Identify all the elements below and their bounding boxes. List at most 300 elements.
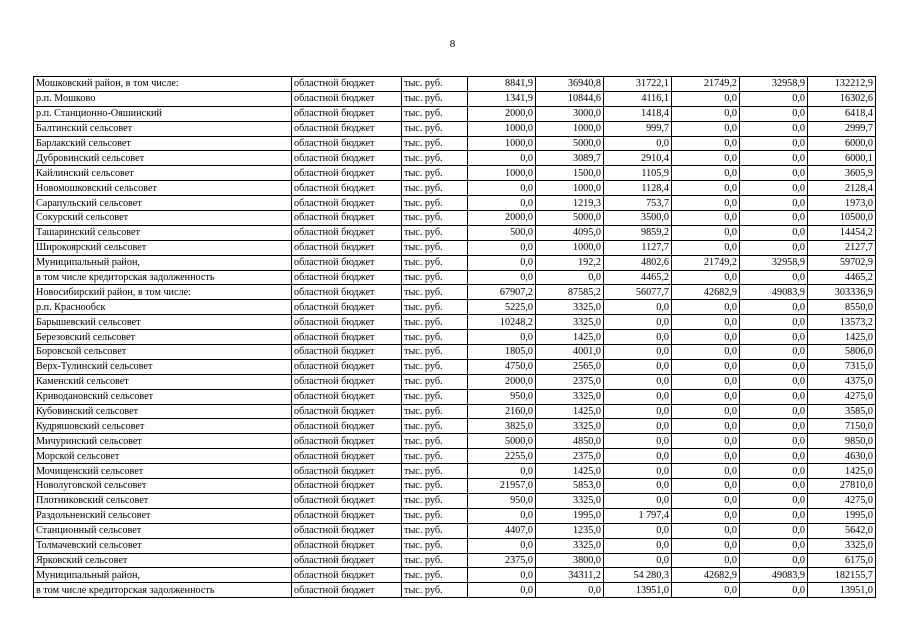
cell-value: 0,0 xyxy=(740,211,808,226)
cell-value: 1425,0 xyxy=(536,404,604,419)
cell-value: 0,0 xyxy=(672,196,740,211)
cell-value: 2000,0 xyxy=(468,106,536,121)
cell-value: 0,0 xyxy=(740,240,808,255)
cell-total: 1425,0 xyxy=(808,464,876,479)
cell-unit: тыс. руб. xyxy=(402,493,468,508)
cell-total: 303336,9 xyxy=(808,285,876,300)
cell-unit: тыс. руб. xyxy=(402,538,468,553)
cell-total: 3585,0 xyxy=(808,404,876,419)
cell-budget-source: областной бюджет xyxy=(292,77,402,92)
cell-value: 0,0 xyxy=(468,568,536,583)
cell-value: 0,0 xyxy=(468,240,536,255)
cell-territory: Кайлинский сельсовет xyxy=(34,166,292,181)
cell-value: 0,0 xyxy=(672,404,740,419)
cell-value: 0,0 xyxy=(468,181,536,196)
cell-value: 0,0 xyxy=(672,181,740,196)
table-row xyxy=(34,493,876,508)
cell-budget-source: областной бюджет xyxy=(292,211,402,226)
cell-unit: тыс. руб. xyxy=(402,315,468,330)
cell-budget-source: областной бюджет xyxy=(292,359,402,374)
cell-total: 7150,0 xyxy=(808,419,876,434)
cell-budget-source: областной бюджет xyxy=(292,434,402,449)
cell-value: 4750,0 xyxy=(468,359,536,374)
cell-value: 0,0 xyxy=(672,106,740,121)
cell-budget-source: областной бюджет xyxy=(292,121,402,136)
cell-value: 0,0 xyxy=(740,106,808,121)
table-row xyxy=(34,345,876,360)
table-row xyxy=(34,508,876,523)
cell-value: 0,0 xyxy=(740,374,808,389)
cell-value: 67907,2 xyxy=(468,285,536,300)
cell-unit: тыс. руб. xyxy=(402,151,468,166)
cell-value: 0,0 xyxy=(536,583,604,598)
cell-total: 16302,6 xyxy=(808,91,876,106)
cell-value: 1341,9 xyxy=(468,91,536,106)
cell-value: 54 280,3 xyxy=(604,568,672,583)
cell-total: 1995,0 xyxy=(808,508,876,523)
cell-value: 1128,4 xyxy=(604,181,672,196)
cell-value: 1219,3 xyxy=(536,196,604,211)
cell-total: 4630,0 xyxy=(808,449,876,464)
cell-total: 4275,0 xyxy=(808,493,876,508)
cell-unit: тыс. руб. xyxy=(402,106,468,121)
cell-total: 2128,4 xyxy=(808,181,876,196)
cell-value: 0,0 xyxy=(672,166,740,181)
cell-value: 2000,0 xyxy=(468,374,536,389)
cell-value: 0,0 xyxy=(604,359,672,374)
cell-unit: тыс. руб. xyxy=(402,240,468,255)
cell-value: 0,0 xyxy=(740,508,808,523)
cell-value: 2565,0 xyxy=(536,359,604,374)
cell-value: 42682,9 xyxy=(672,285,740,300)
cell-unit: тыс. руб. xyxy=(402,225,468,240)
table-row xyxy=(34,568,876,583)
cell-value: 950,0 xyxy=(468,493,536,508)
cell-unit: тыс. руб. xyxy=(402,121,468,136)
cell-value: 0,0 xyxy=(604,315,672,330)
cell-value: 999,7 xyxy=(604,121,672,136)
cell-value: 2910,4 xyxy=(604,151,672,166)
cell-value: 87585,2 xyxy=(536,285,604,300)
cell-value: 0,0 xyxy=(672,240,740,255)
cell-unit: тыс. руб. xyxy=(402,404,468,419)
cell-budget-source: областной бюджет xyxy=(292,255,402,270)
cell-territory: Толмачевский сельсовет xyxy=(34,538,292,553)
cell-value: 0,0 xyxy=(468,255,536,270)
cell-budget-source: областной бюджет xyxy=(292,583,402,598)
cell-value: 1000,0 xyxy=(468,166,536,181)
cell-value: 0,0 xyxy=(468,538,536,553)
cell-budget-source: областной бюджет xyxy=(292,568,402,583)
table-row xyxy=(34,225,876,240)
cell-value: 49083,9 xyxy=(740,568,808,583)
cell-value: 0,0 xyxy=(604,374,672,389)
cell-value: 0,0 xyxy=(604,538,672,553)
table-row xyxy=(34,300,876,315)
cell-territory: Морской сельсовет xyxy=(34,449,292,464)
cell-value: 950,0 xyxy=(468,389,536,404)
cell-value: 3325,0 xyxy=(536,300,604,315)
cell-territory: Станционный сельсовет xyxy=(34,523,292,538)
cell-value: 2375,0 xyxy=(536,449,604,464)
cell-value: 0,0 xyxy=(740,151,808,166)
cell-value: 4095,0 xyxy=(536,225,604,240)
cell-value: 0,0 xyxy=(672,136,740,151)
cell-value: 3800,0 xyxy=(536,553,604,568)
cell-value: 0,0 xyxy=(740,196,808,211)
cell-budget-source: областной бюджет xyxy=(292,300,402,315)
cell-value: 1500,0 xyxy=(536,166,604,181)
budget-table xyxy=(33,76,876,598)
cell-value: 4465,2 xyxy=(604,270,672,285)
cell-value: 0,0 xyxy=(672,374,740,389)
cell-value: 3325,0 xyxy=(536,315,604,330)
cell-territory: р.п. Мошково xyxy=(34,91,292,106)
table-row xyxy=(34,404,876,419)
cell-budget-source: областной бюджет xyxy=(292,106,402,121)
cell-total: 2999,7 xyxy=(808,121,876,136)
cell-territory: Новолуговской сельсовет xyxy=(34,479,292,494)
cell-value: 0,0 xyxy=(672,449,740,464)
cell-value: 8841,9 xyxy=(468,77,536,92)
cell-territory: Раздольненский сельсовет xyxy=(34,508,292,523)
cell-value: 4116,1 xyxy=(604,91,672,106)
cell-value: 0,0 xyxy=(468,151,536,166)
table-row xyxy=(34,136,876,151)
cell-budget-source: областной бюджет xyxy=(292,240,402,255)
cell-value: 3825,0 xyxy=(468,419,536,434)
cell-total: 7315,0 xyxy=(808,359,876,374)
cell-unit: тыс. руб. xyxy=(402,553,468,568)
table-row xyxy=(34,211,876,226)
cell-value: 2375,0 xyxy=(468,553,536,568)
cell-value: 2000,0 xyxy=(468,211,536,226)
cell-value: 9859,2 xyxy=(604,225,672,240)
cell-territory: Новомошковский сельсовет xyxy=(34,181,292,196)
cell-value: 1418,4 xyxy=(604,106,672,121)
cell-value: 3000,0 xyxy=(536,106,604,121)
cell-total: 132212,9 xyxy=(808,77,876,92)
cell-value: 0,0 xyxy=(468,196,536,211)
cell-value: 1000,0 xyxy=(468,121,536,136)
cell-budget-source: областной бюджет xyxy=(292,404,402,419)
cell-value: 0,0 xyxy=(604,419,672,434)
cell-budget-source: областной бюджет xyxy=(292,345,402,360)
cell-total: 1425,0 xyxy=(808,330,876,345)
cell-value: 1000,0 xyxy=(536,181,604,196)
cell-value: 1 797,4 xyxy=(604,508,672,523)
cell-value: 0,0 xyxy=(740,121,808,136)
cell-total: 1973,0 xyxy=(808,196,876,211)
table-row xyxy=(34,106,876,121)
cell-value: 0,0 xyxy=(672,523,740,538)
cell-total: 14454,2 xyxy=(808,225,876,240)
cell-value: 1425,0 xyxy=(536,330,604,345)
cell-unit: тыс. руб. xyxy=(402,523,468,538)
cell-value: 0,0 xyxy=(740,583,808,598)
cell-value: 36940,8 xyxy=(536,77,604,92)
cell-value: 0,0 xyxy=(740,166,808,181)
cell-value: 1235,0 xyxy=(536,523,604,538)
table-row xyxy=(34,389,876,404)
cell-value: 5225,0 xyxy=(468,300,536,315)
cell-total: 27810,0 xyxy=(808,479,876,494)
cell-value: 2375,0 xyxy=(536,374,604,389)
cell-budget-source: областной бюджет xyxy=(292,553,402,568)
cell-value: 0,0 xyxy=(604,523,672,538)
cell-budget-source: областной бюджет xyxy=(292,449,402,464)
table-row xyxy=(34,196,876,211)
cell-unit: тыс. руб. xyxy=(402,419,468,434)
table-row xyxy=(34,538,876,553)
cell-value: 0,0 xyxy=(740,315,808,330)
table-row xyxy=(34,523,876,538)
cell-total: 8550,0 xyxy=(808,300,876,315)
table-row xyxy=(34,449,876,464)
cell-value: 21749,2 xyxy=(672,77,740,92)
cell-value: 3500,0 xyxy=(604,211,672,226)
cell-value: 0,0 xyxy=(672,345,740,360)
cell-territory: Боровской сельсовет xyxy=(34,345,292,360)
cell-value: 0,0 xyxy=(740,300,808,315)
cell-budget-source: областной бюджет xyxy=(292,419,402,434)
cell-territory: в том числе кредиторская задолженность xyxy=(34,583,292,598)
cell-territory: Мочищенский сельсовет xyxy=(34,464,292,479)
cell-budget-source: областной бюджет xyxy=(292,538,402,553)
cell-territory: в том числе кредиторская задолженность xyxy=(34,270,292,285)
cell-total: 59702,9 xyxy=(808,255,876,270)
cell-value: 0,0 xyxy=(604,404,672,419)
cell-unit: тыс. руб. xyxy=(402,211,468,226)
cell-territory: Кубовинский сельсовет xyxy=(34,404,292,419)
cell-value: 0,0 xyxy=(740,330,808,345)
cell-value: 0,0 xyxy=(740,523,808,538)
cell-total: 5806,0 xyxy=(808,345,876,360)
cell-value: 0,0 xyxy=(604,345,672,360)
cell-value: 0,0 xyxy=(604,449,672,464)
cell-budget-source: областной бюджет xyxy=(292,389,402,404)
cell-unit: тыс. руб. xyxy=(402,479,468,494)
table-row xyxy=(34,240,876,255)
cell-value: 10248,2 xyxy=(468,315,536,330)
cell-value: 31722,1 xyxy=(604,77,672,92)
cell-value: 0,0 xyxy=(672,553,740,568)
table-row xyxy=(34,166,876,181)
cell-value: 1000,0 xyxy=(468,136,536,151)
cell-value: 0,0 xyxy=(672,493,740,508)
cell-value: 5000,0 xyxy=(536,136,604,151)
cell-value: 1425,0 xyxy=(536,464,604,479)
cell-budget-source: областной бюджет xyxy=(292,464,402,479)
cell-value: 34311,2 xyxy=(536,568,604,583)
cell-value: 3325,0 xyxy=(536,389,604,404)
cell-value: 4407,0 xyxy=(468,523,536,538)
cell-unit: тыс. руб. xyxy=(402,359,468,374)
cell-budget-source: областной бюджет xyxy=(292,166,402,181)
cell-territory: Ташаринский сельсовет xyxy=(34,225,292,240)
table-row xyxy=(34,285,876,300)
cell-budget-source: областной бюджет xyxy=(292,508,402,523)
cell-value: 0,0 xyxy=(740,419,808,434)
cell-territory: Сарапульский сельсовет xyxy=(34,196,292,211)
cell-value: 0,0 xyxy=(468,508,536,523)
cell-unit: тыс. руб. xyxy=(402,449,468,464)
cell-value: 1995,0 xyxy=(536,508,604,523)
cell-value: 4001,0 xyxy=(536,345,604,360)
cell-value: 0,0 xyxy=(740,449,808,464)
cell-total: 6000,0 xyxy=(808,136,876,151)
cell-unit: тыс. руб. xyxy=(402,255,468,270)
table-row xyxy=(34,419,876,434)
cell-value: 0,0 xyxy=(740,538,808,553)
cell-value: 0,0 xyxy=(604,493,672,508)
cell-value: 0,0 xyxy=(740,479,808,494)
cell-unit: тыс. руб. xyxy=(402,196,468,211)
cell-total: 10500,0 xyxy=(808,211,876,226)
table-row xyxy=(34,77,876,92)
cell-value: 0,0 xyxy=(672,464,740,479)
cell-value: 0,0 xyxy=(536,270,604,285)
table-row xyxy=(34,583,876,598)
cell-territory: Березовский сельсовет xyxy=(34,330,292,345)
page-number: 8 xyxy=(449,38,456,50)
cell-value: 0,0 xyxy=(740,91,808,106)
table-row xyxy=(34,464,876,479)
cell-value: 5000,0 xyxy=(468,434,536,449)
cell-value: 4850,0 xyxy=(536,434,604,449)
cell-value: 0,0 xyxy=(740,553,808,568)
cell-budget-source: областной бюджет xyxy=(292,374,402,389)
cell-value: 32958,9 xyxy=(740,77,808,92)
cell-value: 3325,0 xyxy=(536,493,604,508)
cell-value: 5853,0 xyxy=(536,479,604,494)
cell-unit: тыс. руб. xyxy=(402,583,468,598)
cell-budget-source: областной бюджет xyxy=(292,285,402,300)
cell-territory: р.п. Станционно-Ояшинский xyxy=(34,106,292,121)
table-row xyxy=(34,374,876,389)
table-row xyxy=(34,255,876,270)
cell-value: 0,0 xyxy=(672,583,740,598)
cell-value: 21957,0 xyxy=(468,479,536,494)
cell-total: 3605,9 xyxy=(808,166,876,181)
cell-total: 4465,2 xyxy=(808,270,876,285)
cell-unit: тыс. руб. xyxy=(402,136,468,151)
cell-territory: Ярковский сельсовет xyxy=(34,553,292,568)
cell-value: 5000,0 xyxy=(536,211,604,226)
table-row xyxy=(34,330,876,345)
table-body xyxy=(34,77,876,598)
cell-budget-source: областной бюджет xyxy=(292,479,402,494)
cell-value: 0,0 xyxy=(604,479,672,494)
cell-value: 0,0 xyxy=(672,508,740,523)
cell-value: 0,0 xyxy=(672,434,740,449)
cell-value: 49083,9 xyxy=(740,285,808,300)
cell-value: 1000,0 xyxy=(536,121,604,136)
table-row xyxy=(34,151,876,166)
cell-value: 0,0 xyxy=(604,136,672,151)
cell-value: 0,0 xyxy=(740,434,808,449)
cell-total: 13951,0 xyxy=(808,583,876,598)
cell-value: 0,0 xyxy=(468,464,536,479)
cell-total: 6000,1 xyxy=(808,151,876,166)
cell-territory: Муниципальный район, xyxy=(34,255,292,270)
cell-value: 0,0 xyxy=(672,389,740,404)
cell-value: 0,0 xyxy=(672,315,740,330)
cell-budget-source: областной бюджет xyxy=(292,493,402,508)
cell-value: 0,0 xyxy=(740,464,808,479)
cell-value: 0,0 xyxy=(604,434,672,449)
cell-value: 0,0 xyxy=(672,211,740,226)
cell-unit: тыс. руб. xyxy=(402,345,468,360)
cell-value: 0,0 xyxy=(468,583,536,598)
cell-value: 1000,0 xyxy=(536,240,604,255)
cell-value: 0,0 xyxy=(672,270,740,285)
table-row xyxy=(34,359,876,374)
cell-unit: тыс. руб. xyxy=(402,389,468,404)
cell-value: 0,0 xyxy=(672,419,740,434)
cell-total: 5642,0 xyxy=(808,523,876,538)
cell-total: 6175,0 xyxy=(808,553,876,568)
cell-value: 3089,7 xyxy=(536,151,604,166)
cell-value: 0,0 xyxy=(604,553,672,568)
cell-value: 0,0 xyxy=(672,225,740,240)
cell-budget-source: областной бюджет xyxy=(292,330,402,345)
cell-value: 2255,0 xyxy=(468,449,536,464)
cell-value: 0,0 xyxy=(740,181,808,196)
cell-value: 21749,2 xyxy=(672,255,740,270)
cell-territory: Дубровинский сельсовет xyxy=(34,151,292,166)
cell-value: 2160,0 xyxy=(468,404,536,419)
cell-value: 0,0 xyxy=(604,389,672,404)
cell-territory: Криводановский сельсовет xyxy=(34,389,292,404)
cell-value: 0,0 xyxy=(468,270,536,285)
table-row xyxy=(34,479,876,494)
cell-total: 4275,0 xyxy=(808,389,876,404)
cell-territory: Верх-Тулинский сельсовет xyxy=(34,359,292,374)
cell-value: 0,0 xyxy=(604,330,672,345)
cell-unit: тыс. руб. xyxy=(402,270,468,285)
cell-budget-source: областной бюджет xyxy=(292,225,402,240)
cell-unit: тыс. руб. xyxy=(402,330,468,345)
cell-territory: Барлакский сельсовет xyxy=(34,136,292,151)
cell-value: 0,0 xyxy=(672,538,740,553)
table-row xyxy=(34,121,876,136)
cell-value: 192,2 xyxy=(536,255,604,270)
cell-total: 6418,4 xyxy=(808,106,876,121)
cell-value: 0,0 xyxy=(740,345,808,360)
cell-territory: Широкоярский сельсовет xyxy=(34,240,292,255)
cell-value: 0,0 xyxy=(740,359,808,374)
cell-unit: тыс. руб. xyxy=(402,285,468,300)
table-row xyxy=(34,315,876,330)
cell-value: 0,0 xyxy=(740,493,808,508)
cell-value: 0,0 xyxy=(672,330,740,345)
table-row xyxy=(34,91,876,106)
cell-value: 10844,6 xyxy=(536,91,604,106)
cell-unit: тыс. руб. xyxy=(402,568,468,583)
cell-value: 753,7 xyxy=(604,196,672,211)
table-row xyxy=(34,181,876,196)
cell-value: 0,0 xyxy=(740,136,808,151)
cell-unit: тыс. руб. xyxy=(402,91,468,106)
cell-value: 1805,0 xyxy=(468,345,536,360)
cell-value: 0,0 xyxy=(672,151,740,166)
cell-value: 42682,9 xyxy=(672,568,740,583)
cell-unit: тыс. руб. xyxy=(402,181,468,196)
cell-budget-source: областной бюджет xyxy=(292,523,402,538)
cell-value: 32958,9 xyxy=(740,255,808,270)
table-row xyxy=(34,434,876,449)
